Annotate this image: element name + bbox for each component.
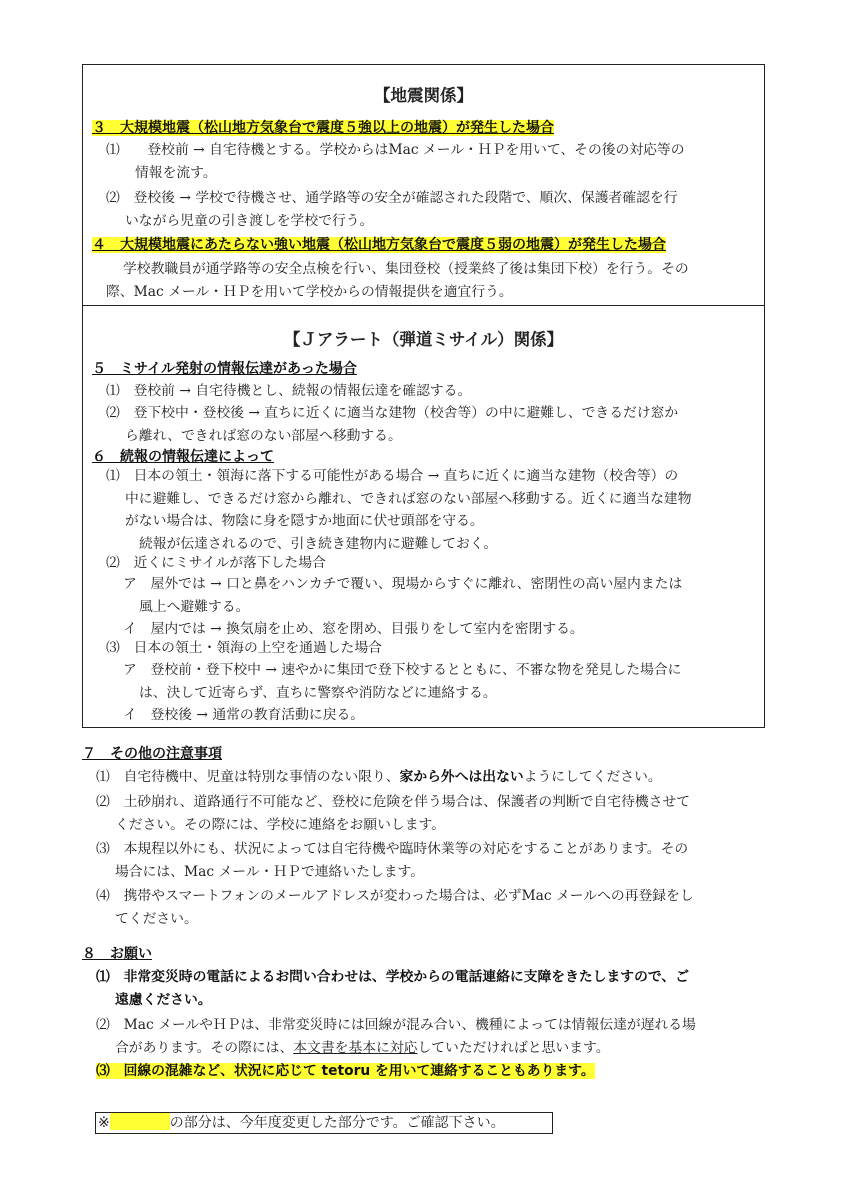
earthquake-heading: 【地震関係】 (374, 86, 473, 105)
sec6-title: ６ 続報の情報伝達によって (92, 449, 274, 465)
requests-item1-line2: 遠慮ください。 (115, 992, 212, 1008)
sec6-item2a-line2: 風上へ避難する。 (139, 599, 250, 615)
sec6-item3b: イ 登校後 → 通常の教育活動に戻る。 (123, 707, 365, 723)
highlight-swatch (110, 1113, 170, 1130)
sec6-item1-line2: 中に避難し、できるだけ窓から離れ、できれば窓のない部屋へ移動する。近くに適当な建物 (125, 491, 692, 507)
requests-item2-line2: 合があります。その際には、本文書を基本に対応していただければと思います。 (115, 1040, 610, 1056)
sec3-item2-line1: ⑵ 登校後 → 学校で待機させ、通学路等の安全が確認された段階で、順次、保護者確認を行 (106, 190, 678, 206)
notes-item1: ⑴ 自宅待機中、児童は特別な事情のない限り、家から外へは出ないようにしてください。 (96, 769, 662, 785)
sec6-item2a-line1: ア 屋外では → 口と鼻をハンカチで覆い、現場からすぐに離れ、密閉性の高い屋内または (123, 576, 683, 592)
sec4-body-line1: 学校教職員が通学路等の安全点検を行い、集団登校（授業終了後は集団下校）を行う。その (123, 261, 689, 277)
sec4-title: ４ 大規模地震にあたらない強い地震（松山地方気象台で震度５弱の地震）が発生した場合 (92, 237, 666, 253)
sec6-item1-line3: がない場合は、物陰に身を隠すか地面に伏せ頭部を守る。 (125, 513, 484, 529)
sec3-item1-line1: ⑴ 登校前 → 自宅待機とする。学校からはMac メール・ＨＰを用いて、その後の対応等の (106, 142, 685, 158)
notes-item2-line2: ください。その際には、学校に連絡をお願いします。 (115, 817, 446, 833)
sec7-title: ７ その他の注意事項 (82, 746, 222, 762)
sec6-item3a-line2: は、決して近寄らず、直ちに警察や消防などに連絡する。 (139, 685, 497, 701)
sec5-item1: ⑴ 登校前 → 自宅待機とし、続報の情報伝達を確認する。 (106, 383, 472, 399)
requests-item2-underline: 本文書を基本に対応 (293, 1040, 418, 1056)
sec6-item2: ⑵ 近くにミサイルが落下した場合 (106, 555, 326, 571)
requests-item1-line1: ⑴ 非常変災時の電話によるお問い合わせは、学校からの電話連絡に支障をきたしますので、ご (96, 969, 689, 985)
notes-item4-line1: ⑷ 携帯やスマートフォンのメールアドレスが変わった場合は、必ずMac メールへの再登録をし (96, 888, 694, 904)
sec6-item1-line4: 続報が伝達されるので、引き続き建物内に避難しておく。 (139, 536, 498, 552)
jalert-heading: 【Ｊアラート（弾道ミサイル）関係】 (283, 330, 564, 349)
sec5-title: ５ ミサイル発射の情報伝達があった場合 (92, 361, 357, 377)
sec3-item2-line2: いながら児童の引き渡しを学校で行う。 (125, 213, 374, 229)
sec4-body-line2: 際、Mac メール・ＨＰを用いて学校からの情報提供を適宜行う。 (106, 284, 513, 300)
sec5-item2-line2: ら離れ、できれば窓のない部屋へ移動する。 (125, 428, 402, 444)
sec3-item1-line2: 情報を流す。 (135, 165, 217, 181)
sec6-item2b: イ 屋内では → 換気扇を止め、窓を閉め、目張りをして室内を密閉する。 (123, 621, 584, 637)
sec8-title: ８ お願い (82, 946, 152, 962)
requests-item2-line1: ⑵ Mac メールやＨＰは、非常変災時には回線が混み合い、機種によっては情報伝達が遅れる場 (96, 1017, 696, 1033)
footer-note-text: の部分は、今年度変更した部分です。ご確認下さい。 (169, 1115, 505, 1131)
sec6-item3: ⑶ 日本の領土・領海の上空を通過した場合 (106, 640, 382, 656)
notes-item1-emphasis: 家から外へは出ない (399, 769, 524, 785)
requests-item3: ⑶ 回線の混雑など、状況に応じて tetoru を用いて連絡することもあります。 (96, 1063, 595, 1079)
footer-note-mark: ※ (98, 1115, 110, 1131)
sec5-item2-line1: ⑵ 登下校中・登校後 → 直ちに近くに適当な建物（校舎等）の中に避難し、できるだけ窓か (106, 405, 679, 421)
sec6-item1-line1: ⑴ 日本の領土・領海に落下する可能性がある場合 → 直ちに近くに適当な建物（校舎等）の (106, 468, 679, 484)
sec3-title: ３ 大規模地震（松山地方気象台で震度５強以上の地震）が発生した場合 (92, 120, 554, 136)
footer-note (95, 1112, 553, 1134)
notes-item2-line1: ⑵ 土砂崩れ、道路通行不可能など、登校に危険を伴う場合は、保護者の判断で自宅待機させて (96, 794, 691, 810)
notes-item3-line2: 場合には、Mac メール・ＨＰで連絡いたします。 (115, 864, 425, 880)
notes-item3-line1: ⑶ 本規程以外にも、状況によっては自宅待機や臨時休業等の対応をすることがあります。その (96, 841, 689, 857)
sec6-item3a-line1: ア 登校前・登下校中 → 速やかに集団で登下校するとともに、不審な物を発見した場合に (123, 662, 682, 678)
notes-item4-line2: てください。 (115, 911, 198, 927)
